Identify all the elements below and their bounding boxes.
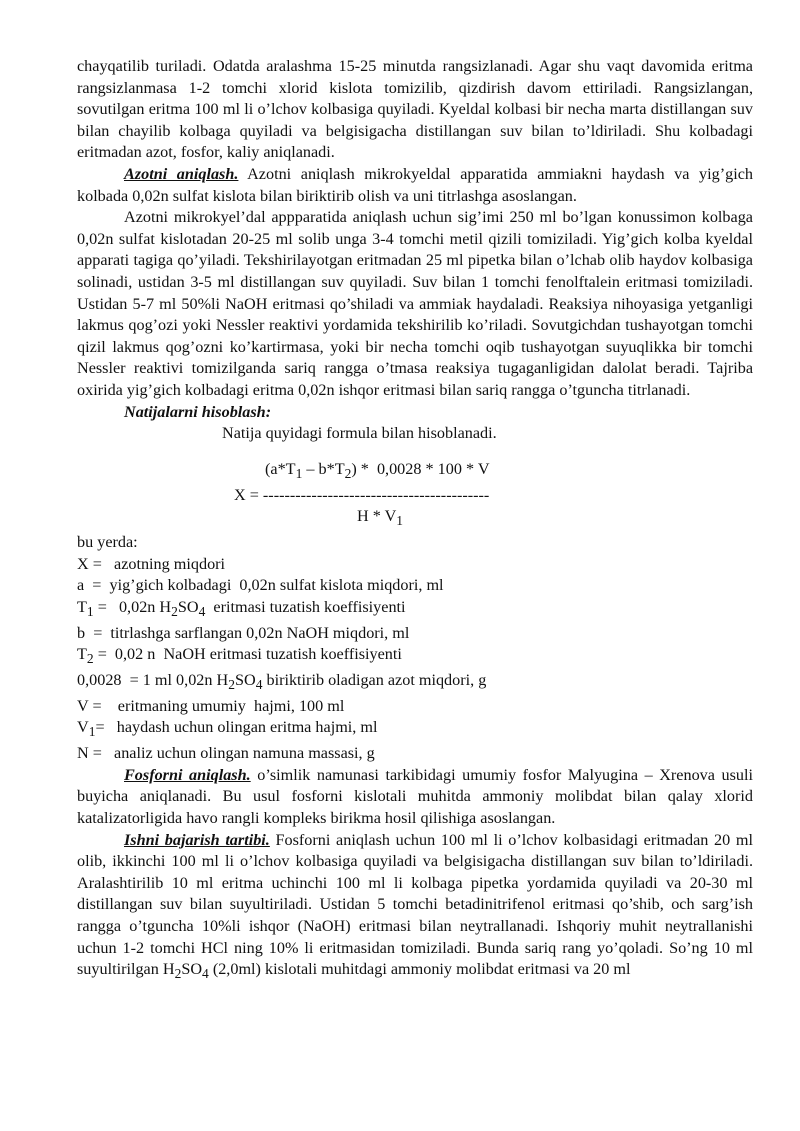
def-v1: $V_1=$ haydash uchun olingan eritma hajmi, ml bbox=[77, 718, 378, 740]
azot-intro-text: Azotni aniqlash mikrokyeldal apparatida ammiakni haydash va yig’gich kolbada 0,02n sulfat kislota bilan biriktirib olish va uni titrlashga asoslangan. bbox=[77, 164, 753, 205]
def-v: V = eritmaning umumiy hajmi, 100 ml bbox=[77, 696, 345, 715]
def-constant: 0,0028 = 1 ml 0,02n $H_2SO_4$ biriktirib oladigan azot miqdori, g bbox=[77, 670, 487, 693]
def-t1: $T_1 = 0,02n$ $H_2SO_4$ eritmasi tuzatish koeffisiyenti bbox=[77, 597, 406, 619]
def-x: X = azotning miqdori bbox=[77, 554, 226, 573]
def-t2: $T_2 = 0,02$ n NaOH eritmasi tuzatish koeffisiyenti bbox=[77, 645, 402, 667]
document-page bbox=[77, 56, 753, 985]
formula-denominator: H * $V_1$ bbox=[357, 507, 404, 529]
formula-numerator: $(a*T_1 - b*T_2) * 0,0028 * 100$ * V bbox=[265, 459, 490, 481]
fosfor-heading: Fosforni aniqlash. bbox=[124, 765, 251, 784]
def-n: N = analiz uchun olingan namuna massasi, g bbox=[77, 744, 375, 763]
paragraph-ishni-bajarish: Ishni bajarish tartibi. Fosforni aniqlash uchun 100 ml li o’lchov kolbasidagi eritmadan 20 ml olib, ikkinchi 100 ml li o’lchov kolbasiga quyiladi va belgisigacha distillangan suv bilan to’ldiriladi. Aralashtirilib 10 ml eritma uchinchi 100 ml li kolbaga pipetka yordamida quyiladi va 20-30 ml distillangan suv bilan suyultiriladi. Ustidan 5 tomchi betadinitrifenol eritmasi qo’shib, och sarg’ish rangga o’tguncha 10%li ishqor (NaOH) eritmasi bilan neytrallanadi. Ishqoriy muhit neytrallanishi uchun 1-2 tomchi HCl ning 10% li eritmasidan tomiziladi. Bunda sariq rang yo’qoladi. So’ng 10 ml suyultirilgan $H_2SO_4$ (2,0ml) kislotali muhitdagi ammoniy molibdat eritmasi va 20 ml bbox=[77, 830, 753, 982]
formula-intro: Natija quyidagi formula bilan hisoblanadi. bbox=[222, 424, 497, 443]
azot-heading: Azotni aniqlash. bbox=[124, 164, 239, 183]
natija-heading: Natijalarni hisoblash: bbox=[124, 402, 272, 421]
paragraph-azot-intro bbox=[77, 164, 753, 207]
bu-yerda-label: bu yerda: bbox=[77, 532, 138, 551]
paragraph-azot-procedure: Azotni mikrokyel’dal appparatida aniqlash uchun sig’imi 250 ml bo’lgan konussimon kolbaga 0,02n sulfat kislotadan 20-25 ml solib unga 3-4 tomchi metil qizili tomiziladi. Yig’gich kolba kyeldal apparati tagiga qo’yiladi. Tekshirilayotgan eritmadan 25 ml pipetka bilan o’lchab olib haydov kolbasiga solinadi, ustidan 3-5 ml distillangan suv quyiladi. Suv bilan 1 tomchi fenolftalein eritmasi tomiziladi. Ustidan 5-7 ml 50%li NaOH eritmasi qo’shiladi va ammiak haydaladi. Reaksiya nihoyasiga yetganligi lakmus qog’ozi yoki Nessler reaktivi yordamida tekshirilib ko’riladi. Sovutgichdan tushayotgan tomchi qizil lakmus qog’ozni ko’kartirmasa, yoki bir necha tomchi oqib tushayotgan suyuqlikka bir tomchi Nessler reaktivi tomizilganda sariq rangga o’tmasa reaksiya tugaganligidan dalolat beradi. Tajriba oxirida yig’gich kolbadagi eritma 0,02n ishqor eritmasi bilan sariq rangga o’tguncha titrlanadi. bbox=[77, 208, 753, 399]
formula-fraction-line: X = ------------------------------------------ bbox=[234, 485, 490, 504]
def-a: a = yig’gich kolbadagi 0,02n sulfat kislota miqdori, ml bbox=[77, 576, 444, 595]
paragraph-intro: chayqatilib turiladi. Odatda aralashma 15-25 minutda rangsizlanadi. Agar shu vaqt davomida eritma rangsizlanmasa 1-2 tomchi xlorid kislota tomizilib, qizdirish davom ettiriladi. Rangsizlangan, sovutilgan eritma 100 ml li o’lchov kolbasiga quyiladi. Kyeldal kolbasi bir necha marta distillangan suv bilan chayilib kolbaga quyiladi va belgisigacha distillangan suv bilan to’ldiriladi. Shu kolbadagi eritmadan azot, fosfor, kaliy aniqlanadi. bbox=[77, 57, 753, 162]
def-b: b = titrlashga sarflangan 0,02n NaOH miqdori, ml bbox=[77, 623, 410, 642]
ishni-heading: Ishni bajarish tartibi. bbox=[124, 830, 270, 849]
paragraph-fosfor: Fosforni aniqlash. o’simlik namunasi tarkibidagi umumiy fosfor Malyugina – Xrenova usuli buyicha aniqlanadi. Bu usul fosforni kislotali muhitda ammoniy molibdat bilan qalay xlorid katalizatorligida havo rangli kompleks birikma hosil qilishiga asoslangan. bbox=[77, 765, 753, 827]
